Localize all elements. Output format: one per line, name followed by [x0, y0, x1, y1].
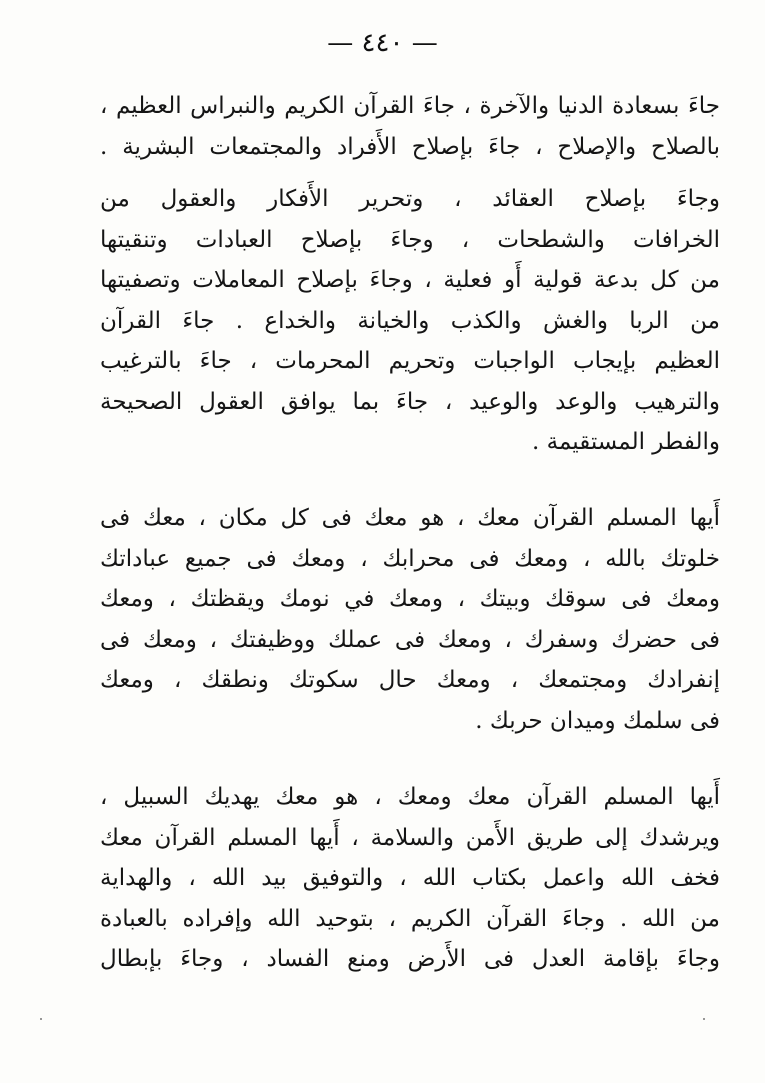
text-line: وجاءَ بإصلاح العقائد ، وتحرير الأَفكار والعقول من — [100, 186, 720, 212]
text-line: وجاءَ بإقامة العدل فى الأَرض ومنع الفساد ، وجاءَ بإبطال — [100, 946, 720, 972]
text-line: والترهيب والوعد والوعيد ، جاءَ بما يوافق العقول الصحيحة — [100, 388, 720, 415]
text-line: من كل بدعة قولية أَو فعلية ، وجاءَ بإصلاح المعاملات وتصفيتها — [100, 267, 720, 293]
text-line: من الربا والغش والكذب والخيانة والخداع . جاءَ القرآن — [100, 307, 720, 334]
paragraph-1 — [100, 86, 720, 167]
page-number: — ٤٤٠ — — [327, 28, 438, 58]
paragraph-2 — [100, 179, 720, 463]
text-line: ويرشدك إلى طريق الأَمن والسلامة ، أَيها المسلم القرآن معك — [100, 824, 720, 851]
paragraph-4 — [100, 777, 720, 980]
paragraph-3 — [100, 498, 720, 741]
text-line: فى سلمك وميدان حربك . — [475, 707, 720, 734]
scan-speck — [40, 1018, 42, 1020]
text-line: من الله . وجاءَ القرآن الكريم ، بتوحيد الله وإفراده بالعبادة — [100, 905, 720, 932]
text-line: الخرافات والشطحات ، وجاءَ بإصلاح العبادات وتنقيتها — [100, 226, 720, 253]
text-line: ومعك فى سوقك وبيتك ، ومعك في نومك ويقظتك ، ومعك — [100, 586, 720, 612]
text-line: أَيها المسلم القرآن معك ، هو معك فى كل مكان ، معك فى — [100, 505, 720, 531]
text-line: إنفرادك ومجتمعك ، ومعك حال سكوتك ونطقك ، ومعك — [100, 667, 720, 693]
text-line: العظيم بإيجاب الواجبات وتحريم المحرمات ، جاءَ بالترغيب — [100, 348, 720, 374]
scan-speck — [703, 1018, 705, 1020]
text-line: والفطر المستقيمة . — [532, 429, 720, 455]
text-line: فى حضرك وسفرك ، ومعك فى عملك ووظيفتك ، ومعك فى — [100, 626, 720, 653]
text-line: بالصلاح والإصلاح ، جاءَ بإصلاح الأَفراد والمجتمعات البشرية . — [100, 133, 720, 160]
text-line: جاءَ بسعادة الدنيا والآخرة ، جاءَ القرآن الكريم والنبراس العظيم ، — [100, 93, 720, 119]
text-line: خلوتك بالله ، ومعك فى محرابك ، ومعك فى جميع عباداتك — [100, 545, 720, 572]
text-line: فخف الله واعمل بكتاب الله ، والتوفيق بيد الله ، والهداية — [100, 865, 720, 891]
text-line: أَيها المسلم القرآن معك ومعك ، هو معك يهديك السبيل ، — [100, 784, 720, 810]
